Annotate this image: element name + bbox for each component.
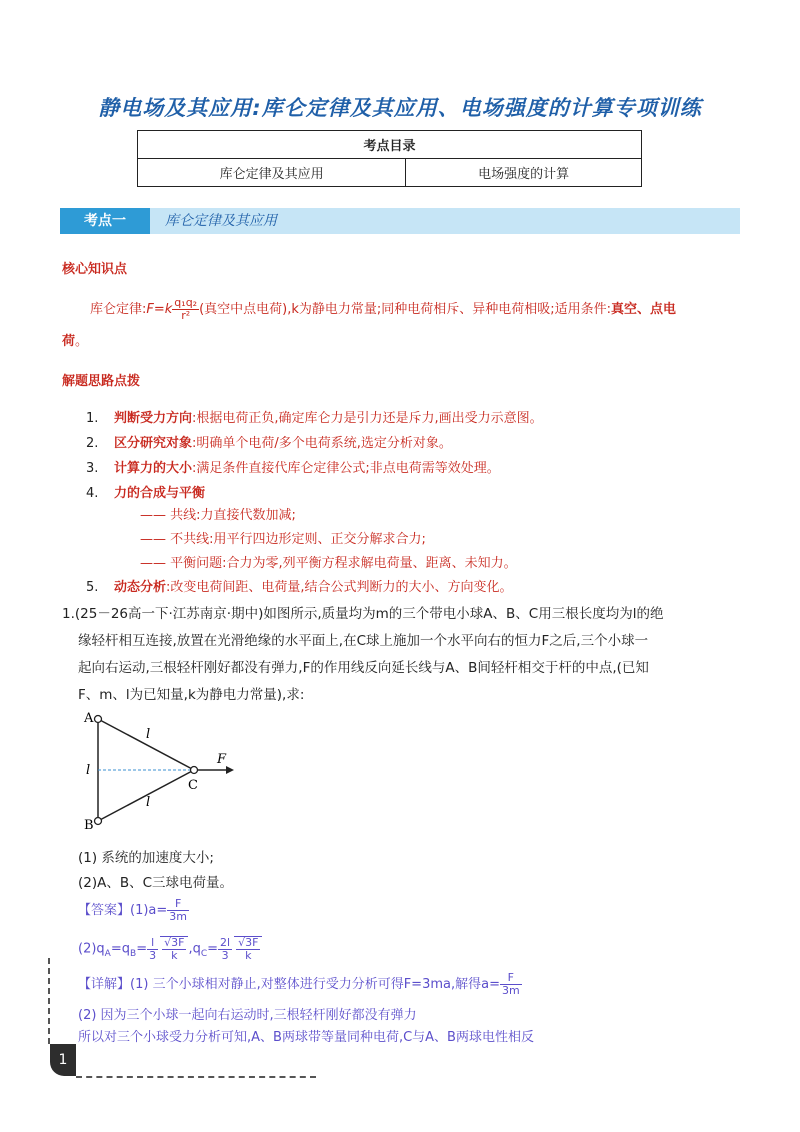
question-2: (2)A、B、C三球电荷量。	[78, 875, 234, 891]
tips-heading: 解题思路点拨	[62, 374, 141, 389]
sub-c: C	[200, 949, 208, 960]
answer-a1: (1)a=	[130, 903, 168, 918]
answer-a1-fraction	[167, 898, 189, 923]
core-formula-rest: (真空中点电荷),k为静电力常量;同种电荷相斥、异种电荷相吸;适用条件:	[199, 302, 612, 317]
label-c: C	[188, 778, 198, 793]
frac-num: l	[147, 937, 158, 950]
detail-tag: 【详解】	[78, 977, 131, 992]
tip-num: 3.	[86, 461, 99, 476]
tip-5	[86, 576, 513, 595]
frac-den: 3m	[501, 984, 520, 997]
core-heading: 核心知识点	[62, 262, 128, 277]
core-condition: 真空、点电	[611, 302, 677, 317]
answer-sqrt-1	[160, 936, 188, 962]
core-formula-prefix: F=k	[146, 302, 173, 317]
frac-num: F	[167, 898, 189, 911]
detail-l1: (1) 三个小球相对静止,对整体进行受力分析可得F=3ma,解得a=	[130, 977, 500, 992]
core-period: 。	[75, 334, 89, 349]
answer-a2: (2)q	[78, 941, 105, 957]
formula-numerator: q₁q₂	[174, 296, 198, 309]
sub-b: B	[130, 949, 137, 960]
label-a: A	[84, 711, 94, 726]
detail-fraction	[500, 972, 522, 997]
frac-den: 3m	[169, 910, 188, 923]
page-border-vertical	[48, 958, 50, 1044]
core-condition-wrap	[62, 330, 88, 349]
detail-line-3: 所以对三个小球受力分析可知,A、B两球带等量同种电荷,C与A、B两球电性相反	[78, 1030, 534, 1045]
label-b: B	[84, 818, 94, 833]
detail-line-2: (2) 因为三个小球一起向右运动时,三根轻杆刚好都没有弹力	[78, 1008, 417, 1023]
tip-3	[86, 457, 500, 476]
answer-2l3-fraction	[218, 937, 232, 962]
tip-4-sub-1: —— 共线:力直接代数加减;	[140, 508, 296, 523]
core-formula-fraction	[172, 297, 199, 322]
frac-num: 2l	[220, 935, 231, 949]
problem-line-1: 1.(25－26高一下·江苏南京·期中)如图所示,质量均为m的三个带电小球A、B、C用三根长度均为l的绝	[62, 606, 664, 622]
frac-num: √3F	[164, 936, 185, 949]
triangle-figure	[78, 705, 248, 835]
tip-1	[86, 407, 543, 426]
core-condition-2: 荷	[62, 334, 76, 349]
tip-4-sub-2: —— 不共线:用平行四边形定则、正交分解求合力;	[140, 532, 426, 547]
section-title: 库仑定律及其应用	[165, 213, 277, 229]
tip-text: :根据电荷正负,确定库仑力是引力还是斥力,画出受力示意图。	[192, 411, 543, 426]
answer-line-2	[78, 936, 262, 962]
section-tag: 考点一	[60, 208, 150, 234]
detail-line-1	[78, 972, 522, 997]
frac-den: k	[245, 949, 252, 962]
label-l-ac: l	[146, 727, 151, 742]
frac-num: F	[500, 972, 522, 985]
core-formula-line	[90, 297, 676, 322]
toc-header: 考点目录	[138, 131, 642, 159]
tip-text: :改变电荷间距、电荷量,结合公式判断力的大小、方向变化。	[166, 580, 513, 595]
tip-text: :满足条件直接代库仑定律公式;非点电荷需等效处理。	[192, 461, 500, 476]
frac-num: √3F	[238, 936, 259, 949]
answer-qc-eq: =	[207, 941, 219, 957]
document-title: 静电场及其应用:库仑定律及其应用、电场强度的计算专项训练	[98, 96, 702, 120]
tip-4-sub-3: —— 平衡问题:合力为零,列平衡方程求解电荷量、距离、未知力。	[140, 556, 517, 571]
frac-den: k	[171, 949, 178, 962]
label-l-bc: l	[146, 795, 151, 810]
label-l-ab: l	[86, 763, 91, 778]
tip-key: 动态分析	[114, 580, 167, 595]
ball-b	[95, 818, 102, 825]
ball-c	[191, 767, 198, 774]
formula-denominator: r²	[181, 309, 191, 322]
problem-line-2: 缘轻杆相互连接,放置在光滑绝缘的水平面上,在C球上施加一个水平向右的恒力F之后,三个小球一	[78, 633, 649, 649]
answer-a2-mid: =q	[110, 941, 130, 957]
toc-table	[137, 130, 642, 187]
answer-l3-fraction	[147, 937, 158, 962]
tip-num: 5.	[86, 580, 99, 595]
page-border-horizontal	[76, 1076, 316, 1078]
answer-line-1	[78, 898, 189, 923]
tip-text: :明确单个电荷/多个电荷系统,选定分析对象。	[192, 436, 452, 451]
answer-qc: ,q	[188, 941, 201, 957]
frac-den: 3	[221, 948, 229, 962]
label-f: F	[217, 752, 227, 767]
answer-sqrt-2	[234, 936, 262, 962]
problem-line-3: 起向右运动,三根轻杆刚好都没有弹力,F的作用线反向延长线与A、B间轻杆相交于杆的中点,(已知	[78, 660, 649, 676]
answer-tag: 【答案】	[78, 903, 131, 918]
tip-key: 力的合成与平衡	[114, 486, 206, 501]
section-bar	[60, 208, 740, 234]
core-lead: 库仑定律:	[90, 302, 147, 317]
ball-a	[95, 716, 102, 723]
tip-key: 计算力的大小	[114, 461, 193, 476]
tip-num: 1.	[86, 411, 99, 426]
tip-key: 区分研究对象	[114, 436, 193, 451]
tip-num: 4.	[86, 486, 99, 501]
sub-a: A	[104, 949, 111, 960]
toc-item-field[interactable]: 电场强度的计算	[406, 159, 642, 187]
arrow-head	[226, 766, 234, 774]
answer-a2-eq: =	[136, 941, 148, 957]
toc-item-coulomb[interactable]: 库仑定律及其应用	[138, 159, 406, 187]
problem-line-4: F、m、l为已知量,k为静电力常量),求:	[78, 687, 305, 703]
tip-4	[86, 482, 205, 501]
tip-2	[86, 432, 452, 451]
page-number: 1	[50, 1044, 76, 1076]
tip-num: 2.	[86, 436, 99, 451]
question-1: (1) 系统的加速度大小;	[78, 850, 214, 866]
frac-den: 3	[149, 948, 157, 962]
tip-key: 判断受力方向	[114, 411, 193, 426]
